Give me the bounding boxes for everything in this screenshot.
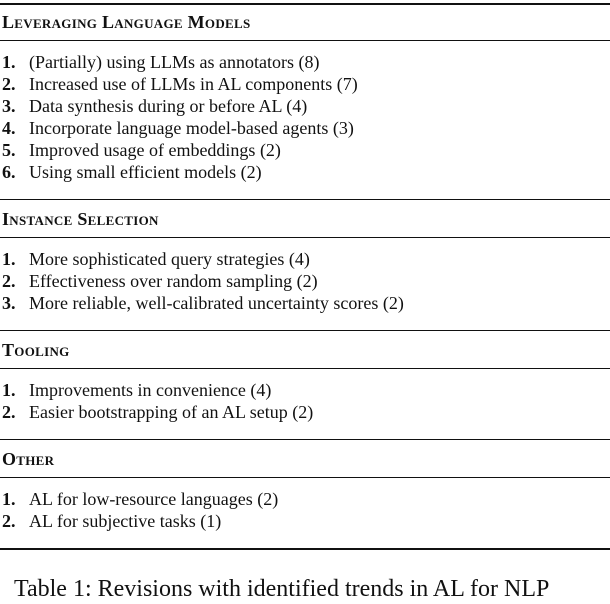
item-number: 2. (2, 74, 16, 94)
section-title-leveraging-language-models: Leveraging Language Models (2, 12, 251, 32)
item-text: Easier bootstrapping of an AL setup (2) (29, 402, 314, 422)
item-number: 6. (2, 162, 16, 182)
item-text: More sophisticated query strategies (4) (29, 249, 310, 269)
list-item (2, 292, 404, 314)
list-item (2, 95, 307, 117)
item-number: 3. (2, 96, 16, 116)
item-text: Improved usage of embeddings (2) (29, 140, 281, 160)
list-item (2, 510, 221, 532)
list-item (2, 379, 271, 401)
table-rule (0, 548, 610, 550)
item-number: 4. (2, 118, 16, 138)
item-number: 3. (2, 293, 16, 313)
list-item (2, 139, 281, 161)
item-number: 1. (2, 52, 16, 72)
section-rule (0, 199, 610, 200)
item-text: Improvements in convenience (4) (29, 380, 272, 400)
section-rule (0, 477, 610, 478)
item-number: 2. (2, 511, 16, 531)
item-text: More reliable, well-calibrated uncertainty scores (2) (29, 293, 404, 313)
item-number: 1. (2, 380, 16, 400)
section-rule (0, 237, 610, 238)
list-item (2, 73, 358, 95)
section-title-instance-selection: Instance Selection (2, 209, 159, 229)
list-item (2, 270, 318, 292)
item-text: Increased use of LLMs in AL components (7) (29, 74, 358, 94)
list-item (2, 248, 310, 270)
section-title-other: Other (2, 449, 55, 469)
item-text: Data synthesis during or before AL (4) (29, 96, 308, 116)
item-text: AL for low-resource languages (2) (29, 489, 279, 509)
item-text: Using small efficient models (2) (29, 162, 262, 182)
item-text: (Partially) using LLMs as annotators (8) (29, 52, 320, 72)
item-text: Incorporate language model-based agents (3) (29, 118, 354, 138)
item-number: 5. (2, 140, 16, 160)
section-rule (0, 368, 610, 369)
list-item (2, 51, 319, 73)
list-item (2, 488, 278, 510)
section-rule (0, 40, 610, 41)
item-text: AL for subjective tasks (1) (29, 511, 222, 531)
item-number: 2. (2, 402, 16, 422)
section-title-tooling: Tooling (2, 340, 70, 360)
list-item (2, 401, 313, 423)
section-rule (0, 439, 610, 440)
table-caption: Table 1: Revisions with identified trends in AL for NLP (14, 576, 550, 602)
item-number: 2. (2, 271, 16, 291)
item-number: 1. (2, 249, 16, 269)
item-text: Effectiveness over random sampling (2) (29, 271, 318, 291)
list-item (2, 161, 262, 183)
item-number: 1. (2, 489, 16, 509)
list-item (2, 117, 354, 139)
section-rule (0, 330, 610, 331)
table-rule (0, 3, 610, 5)
